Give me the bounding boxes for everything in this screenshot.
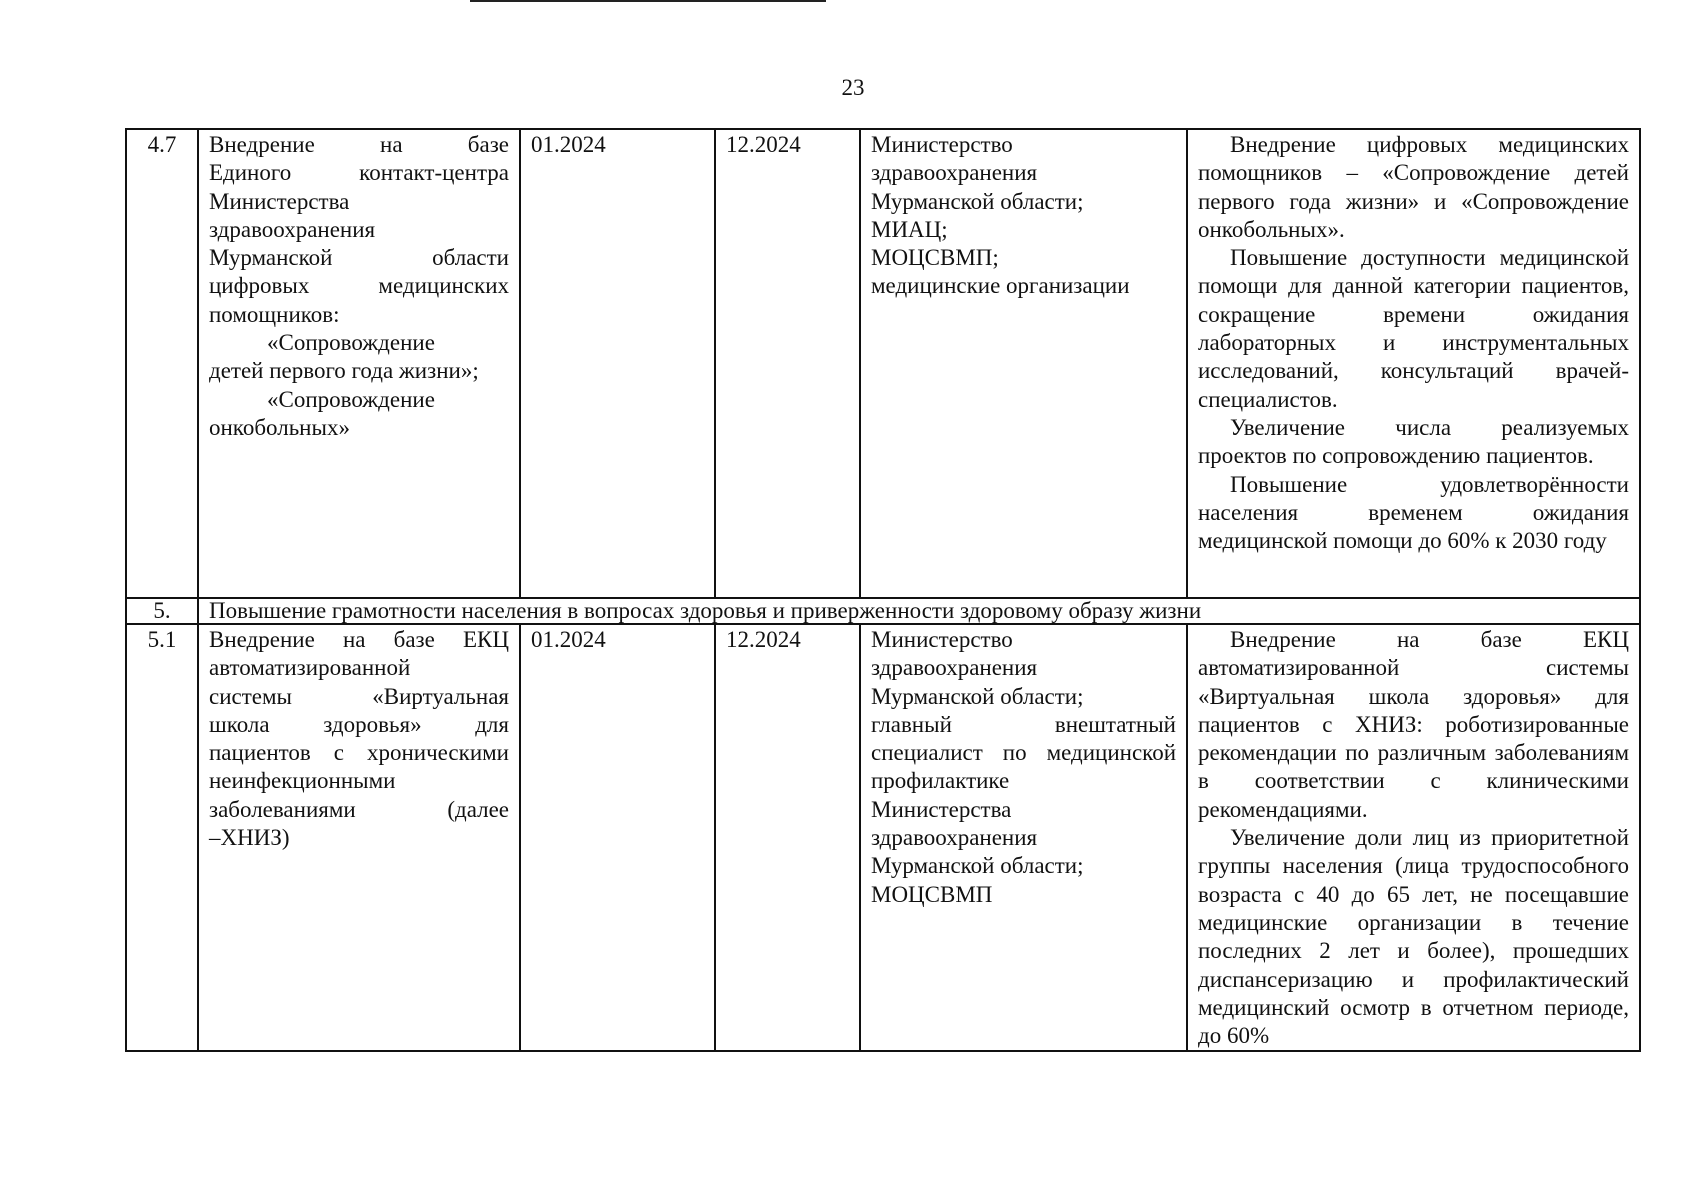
activity-line: автоматизированной [209,655,411,681]
activity-line: –ХНИЗ) [209,825,290,851]
table-row-5-1 [126,624,1640,1051]
responsible-line: МИАЦ; [871,216,948,242]
activity-line: неинфекционными [209,768,396,794]
row-number: 4.7 [126,129,198,598]
result-paragraph: Увеличение доли лиц из приоритетной группы населения (лица трудоспособного возраста с 40 до 65 лет, не посещавшие медицинские организации в течение последних 2 лет и более), прошедших диспансеризацию и профилактический медицинский осмотр в отчетном периоде, до 60% [1198,825,1629,1049]
activity-cell [198,129,520,598]
responsible-cell [860,624,1187,1051]
activity-line: заболеваниями (далее [209,796,509,822]
responsible-cell [860,129,1187,598]
responsible-line: специалист по медицинской [871,740,1176,766]
responsible-line: Мурманской области; [871,188,1084,214]
activity-line: Внедрение на базе ЕКЦ [209,627,509,652]
activity-cell [198,624,520,1051]
result-paragraph: Увеличение числа реализуемых проектов по сопровождению пациентов. [1198,414,1629,469]
activity-line: системы «Виртуальная [209,683,509,709]
responsible-line: главный внештатный [871,711,1176,737]
page-number: 23 [841,75,865,100]
activity-line: помощников: [209,301,340,327]
responsible-line: МОЦСВМП [871,881,993,907]
responsible-line: профилактике [871,768,1010,794]
responsible-line: Мурманской области; [871,853,1084,879]
result-paragraph: Повышение доступности медицинской помощи для данной категории пациентов, сокращение времени ожидания лабораторных и инструментальных исследований, консультаций врачей-специалистов. [1198,245,1629,412]
activity-line: «Сопровождение [267,386,435,412]
activity-line: здравоохранения [209,216,376,242]
top-rule [470,0,826,2]
activity-line: школа здоровья» для [209,711,509,737]
activity-line: пациентов с хроническими [209,740,509,766]
responsible-line: Министерство [871,627,1013,652]
section-title: Повышение грамотности населения в вопросах здоровья и приверженности здоровому образу жизни [198,598,1640,624]
activity-line: Внедрение на базе [209,132,509,157]
responsible-line: Министерства [871,796,1012,822]
result-paragraph: Повышение удовлетворённости населения временем ожидания медицинской помощи до 60% к 2030 году [1198,471,1629,554]
section-number: 5. [126,598,198,624]
activity-line: «Сопровождение [267,330,435,356]
activity-line: детей первого года жизни»; [209,358,479,384]
end-date: 12.2024 [715,624,860,1051]
result-cell [1187,129,1640,598]
table-row-4-7 [126,129,1640,598]
activity-line: онкобольных» [209,414,350,440]
table-row-section-5 [126,598,1640,624]
end-date: 12.2024 [715,129,860,598]
responsible-line: медицинские организации [871,273,1130,299]
result-paragraph: Внедрение цифровых медицинских помощников – «Сопровождение детей первого года жизни» и «Сопровождение онкобольных». [1198,132,1629,242]
activity-line: Министерства [209,188,350,214]
responsible-line: Министерство [871,132,1013,157]
start-date: 01.2024 [520,624,715,1051]
responsible-line: здравоохранения [871,160,1038,186]
row-number: 5.1 [126,624,198,1051]
responsible-line: здравоохранения [871,655,1038,681]
responsible-line: МОЦСВМП; [871,245,999,271]
activity-line: Мурманской области [209,245,509,271]
responsible-line: Мурманской области; [871,683,1084,709]
start-date: 01.2024 [520,129,715,598]
result-cell [1187,624,1640,1051]
responsible-line: здравоохранения [871,825,1038,851]
activity-line: цифровых медицинских [209,273,509,299]
result-paragraph: Внедрение на базе ЕКЦ автоматизированной системы «Виртуальная школа здоровья» для пациентов с ХНИЗ: роботизированные рекомендации по различным заболеваниям в соответствии с клиническими рекомендациями. [1198,627,1629,822]
measures-table [125,128,1641,1052]
activity-line: Единого контакт-центра [209,160,509,186]
